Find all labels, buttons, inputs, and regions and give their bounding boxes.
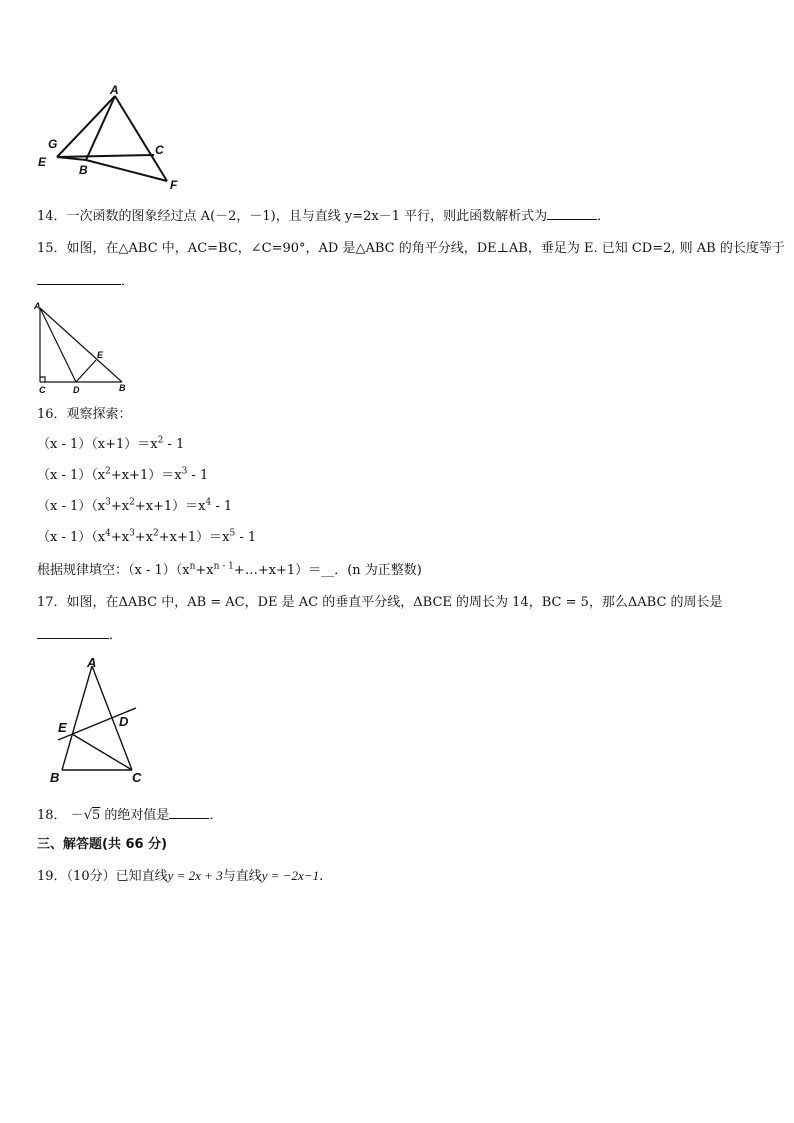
question-16-eq3: $(x - 1)(x^3+x^2+x+1)=x^4 - 1$ — [37, 497, 233, 514]
label-e: E — [58, 720, 67, 735]
label-b: B — [79, 163, 88, 177]
label-g: G — [48, 137, 58, 151]
question-18: 18． －√5 的绝对值是 ． — [37, 808, 223, 823]
label-e: E — [97, 350, 104, 360]
question-16-eq1: $(x - 1)(x+1)=x^2 - 1$ — [37, 435, 185, 452]
label-b: B — [50, 770, 60, 785]
question-17-answer: ． — [37, 626, 122, 645]
label-d: D — [73, 385, 80, 395]
label-a: A — [110, 83, 119, 97]
label-a: A — [87, 655, 97, 670]
question-17: 17．如图，在ΔABC 中，AB = AC，DE 是 AC 的垂直平分线，ΔBCE 的周长为 14，BC = 5，那么ΔABC 的周长是 — [37, 595, 723, 610]
answer-blank[interactable] — [169, 806, 209, 819]
sqrt-symbol: √ — [83, 808, 92, 823]
question-19: 19．（10分）已知直线y = 2x + 3与直线y = −2x−1. — [37, 868, 324, 884]
question-15-answer: ． — [37, 272, 134, 291]
question-15: 15．如图，在△ABC 中，AC=BC，∠C=90°，AD 是△ABC 的角平分线，DE⊥AB，垂足为 E. 已知 CD=2, 则 AB 的长度等于 — [37, 241, 785, 256]
figure-triangle-egf — [30, 80, 190, 196]
section-heading: 三、解答题(共 66 分) — [37, 837, 168, 852]
label-e: E — [38, 155, 47, 169]
question-16-eq2: $(x - 1)(x^2+x+1)=x^3 - 1$ — [37, 466, 209, 483]
label-d: D — [119, 714, 129, 729]
figure-right-triangle-abc — [30, 298, 140, 398]
label-f: F — [170, 178, 178, 192]
figure-isosceles-triangle-abc — [40, 654, 160, 786]
question-16-title: 16．观察探索： — [37, 407, 132, 422]
answer-blank[interactable] — [37, 272, 121, 285]
question-14: 14．一次函数的图象经过点 A(－2，－1)，且与直线 y=2x－1 平行，则此函数解析式为 ． — [37, 209, 611, 224]
question-16-rule: 根据规律填空：$(x - 1)(x^n+x^{n - 1}+\dots+x+1)=\_\_$．(n 为正整数) — [37, 561, 422, 578]
label-c: C — [155, 143, 164, 157]
label-c: C — [39, 385, 46, 395]
answer-blank[interactable] — [37, 626, 109, 639]
question-16-eq4: $(x - 1)(x^4+x^3+x^2+x+1)=x^5 - 1$ — [37, 528, 257, 545]
label-c: C — [132, 770, 142, 785]
answer-blank[interactable] — [547, 207, 597, 220]
label-a: A — [34, 301, 41, 311]
label-b: B — [119, 383, 126, 393]
